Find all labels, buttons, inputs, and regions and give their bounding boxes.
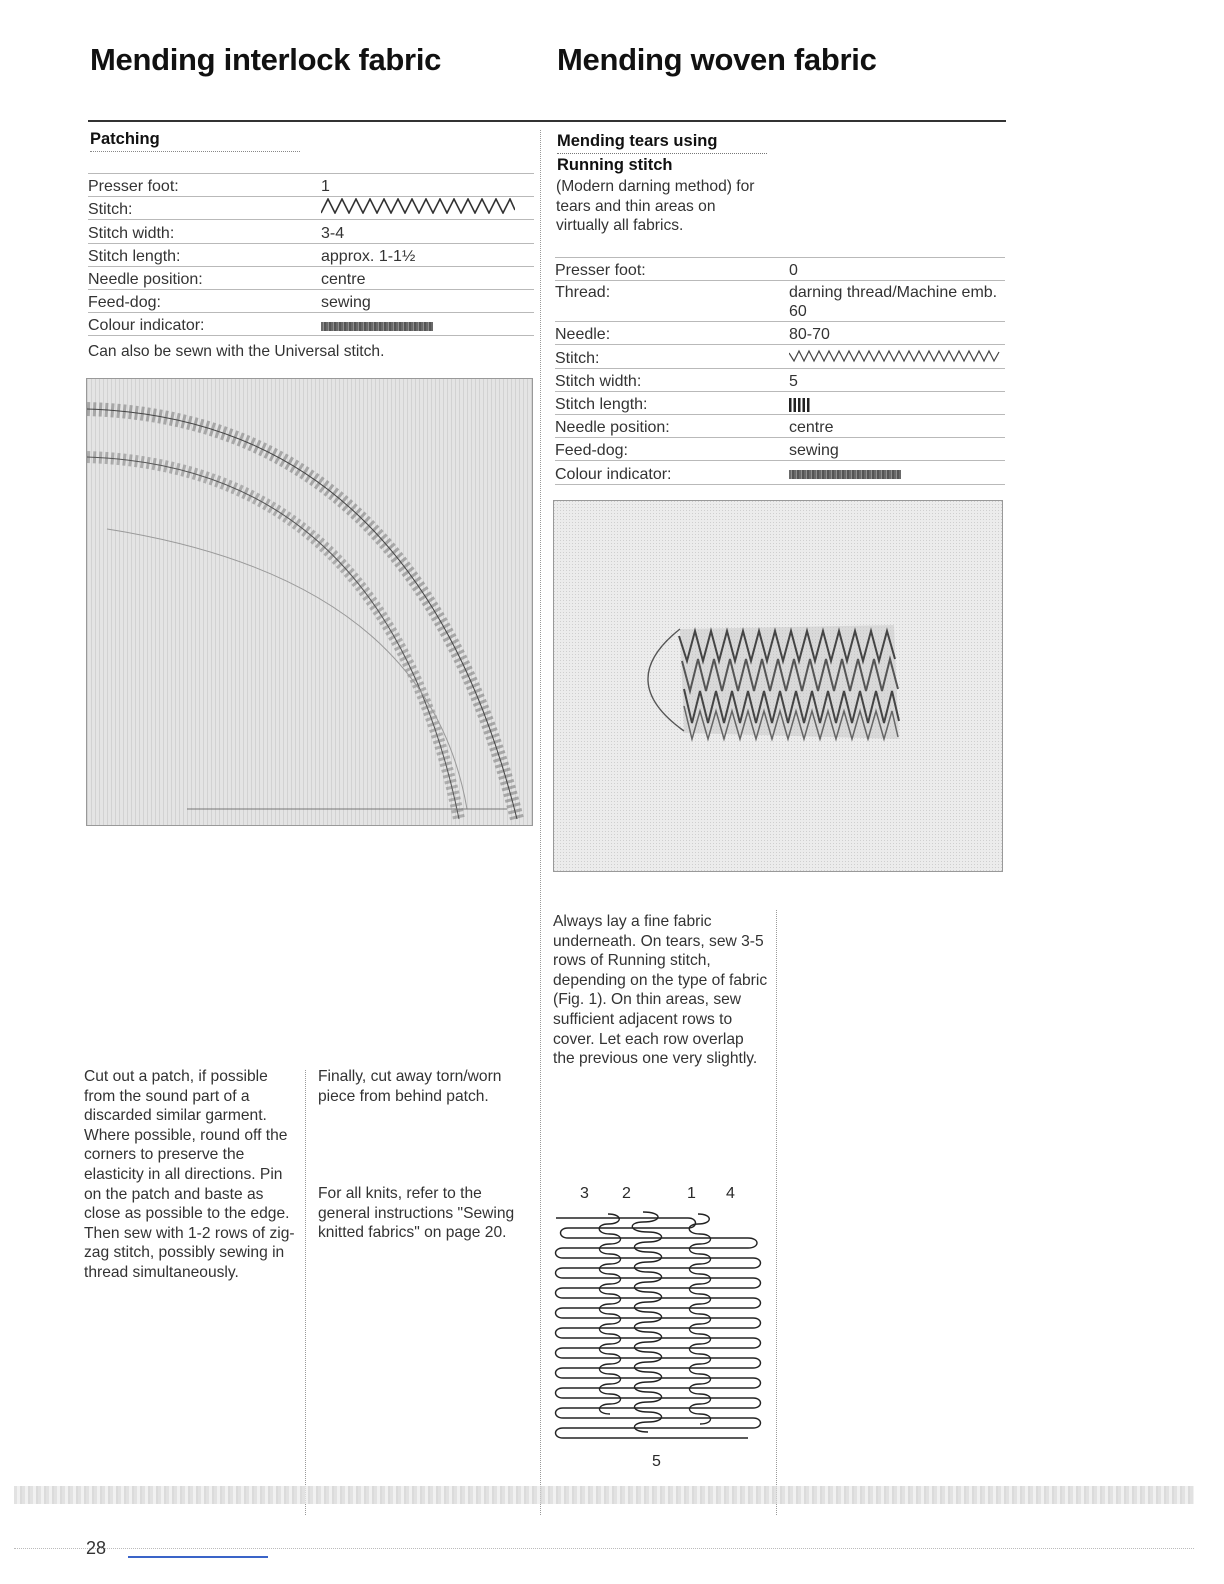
diagram-label-3: 3 bbox=[580, 1185, 589, 1202]
tears-intro: (Modern darning method) for tears and thin areas on virtually all fabrics. bbox=[556, 178, 755, 235]
setting-value: 0 bbox=[789, 258, 1005, 281]
patching-settings-table bbox=[88, 173, 534, 336]
patching-finish-note: Finally, cut away torn/worn piece from behind patch. bbox=[318, 1068, 502, 1105]
setting-value: 5 bbox=[789, 368, 1005, 391]
page-number: 28 bbox=[86, 1538, 107, 1558]
colour-indicator-swatch bbox=[789, 461, 1005, 484]
patching-note: Can also be sewn with the Universal stitch. bbox=[88, 343, 385, 360]
settings-row bbox=[555, 414, 1005, 437]
knits-reference-note: For all knits, refer to the general instructions "Sewing knitted fabrics" on page 20. bbox=[318, 1185, 515, 1242]
setting-value: sewing bbox=[321, 289, 534, 312]
diagram-label-5: 5 bbox=[652, 1453, 661, 1470]
setting-value: centre bbox=[321, 266, 534, 289]
diagram-label-1: 1 bbox=[687, 1185, 696, 1202]
settings-row bbox=[88, 174, 534, 197]
tears-subheading: Mending tears using Running stitch bbox=[557, 130, 769, 176]
settings-row bbox=[555, 322, 1005, 345]
column-divider-left-inner bbox=[305, 1070, 306, 1515]
top-rule bbox=[88, 120, 1006, 122]
heading-mending-interlock: Mending interlock fabric bbox=[90, 42, 442, 77]
settings-row bbox=[88, 220, 534, 243]
settings-row bbox=[555, 461, 1005, 484]
patching-subheading: Patching bbox=[90, 130, 300, 152]
diagram-label-2: 2 bbox=[622, 1185, 631, 1202]
settings-row bbox=[88, 243, 534, 266]
column-divider-right-inner bbox=[776, 910, 777, 1515]
tears-instructions: Always lay a fine fabric underneath. On tears, sew 3-5 rows of Running stitch, depending on the type of fabric (Fig. 1). On thin areas, sew sufficient adjacent rows to cover. Let each row overlap the previous one very slightly. bbox=[553, 913, 768, 1068]
setting-label: Colour indicator: bbox=[88, 313, 321, 336]
diagram-label-4: 4 bbox=[726, 1185, 735, 1202]
darning-photo bbox=[553, 500, 1003, 872]
setting-label: Presser foot: bbox=[555, 258, 789, 281]
tears-settings-table bbox=[555, 257, 1005, 485]
bottom-rule bbox=[14, 1548, 1194, 1549]
blue-marker-line bbox=[128, 1556, 268, 1558]
setting-label: Stitch: bbox=[555, 345, 789, 368]
settings-row bbox=[88, 197, 534, 220]
setting-label: Thread: bbox=[555, 281, 789, 322]
setting-label: Feed-dog: bbox=[555, 438, 789, 461]
settings-row bbox=[88, 289, 534, 312]
settings-row bbox=[555, 281, 1005, 322]
settings-row bbox=[88, 266, 534, 289]
setting-label: Stitch: bbox=[88, 197, 321, 220]
setting-value: 80-70 bbox=[789, 322, 1005, 345]
stitch-length-bars-icon bbox=[789, 391, 1005, 414]
setting-value: sewing bbox=[789, 438, 1005, 461]
setting-label: Stitch length: bbox=[88, 243, 321, 266]
setting-label: Stitch width: bbox=[555, 368, 789, 391]
heading-mending-woven: Mending woven fabric bbox=[557, 42, 877, 77]
setting-value: centre bbox=[789, 414, 1005, 437]
setting-label: Needle: bbox=[555, 322, 789, 345]
settings-row bbox=[555, 258, 1005, 281]
setting-label: Needle position: bbox=[88, 266, 321, 289]
setting-label: Feed-dog: bbox=[88, 289, 321, 312]
settings-row bbox=[555, 345, 1005, 368]
settings-row bbox=[88, 313, 534, 336]
patching-instructions: Cut out a patch, if possible from the sound part of a discarded similar garment. Where possible, round off the corners to preserve the elasticity in all directions. Pin on the patch and baste as close as possible to the edge. Then sew with 1-2 rows of zig-zag stitch, possibly sewing in thread simultaneously. bbox=[84, 1068, 295, 1281]
setting-value: 3-4 bbox=[321, 220, 534, 243]
settings-row bbox=[555, 368, 1005, 391]
zigzag-stitch-icon bbox=[321, 197, 534, 220]
setting-value: approx. 1-1½ bbox=[321, 243, 534, 266]
setting-value: darning thread/Machine emb. 60 bbox=[789, 281, 1005, 322]
setting-label: Colour indicator: bbox=[555, 461, 789, 484]
setting-label: Stitch length: bbox=[555, 391, 789, 414]
patching-photo bbox=[86, 378, 533, 826]
colour-indicator-swatch bbox=[321, 313, 534, 336]
running-stitch-icon bbox=[789, 345, 1005, 368]
setting-value: 1 bbox=[321, 174, 534, 197]
setting-label: Presser foot: bbox=[88, 174, 321, 197]
settings-row bbox=[555, 391, 1005, 414]
running-stitch-diagram bbox=[548, 1180, 773, 1480]
setting-label: Stitch width: bbox=[88, 220, 321, 243]
column-divider-middle bbox=[540, 130, 541, 1515]
footer-scan-band bbox=[14, 1486, 1194, 1504]
settings-row bbox=[555, 438, 1005, 461]
setting-label: Needle position: bbox=[555, 414, 789, 437]
